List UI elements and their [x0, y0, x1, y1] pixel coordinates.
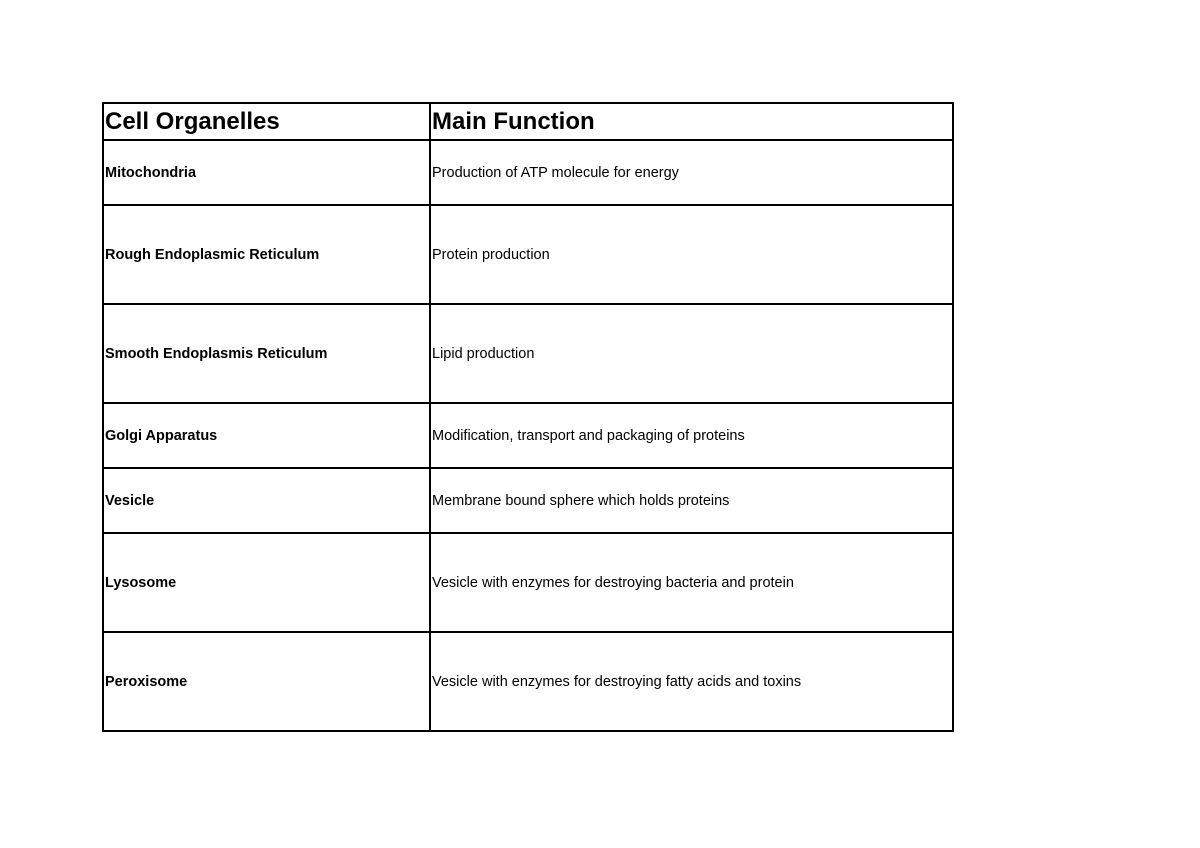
organelles-table — [102, 102, 954, 732]
function-cell: Vesicle with enzymes for destroying fatty acids and toxins — [430, 632, 953, 731]
organelle-cell: Smooth Endoplasmis Reticulum — [103, 304, 430, 403]
table-row — [103, 533, 953, 632]
function-cell: Modification, transport and packaging of proteins — [430, 403, 953, 468]
function-cell: Protein production — [430, 205, 953, 304]
function-cell: Lipid production — [430, 304, 953, 403]
table-row — [103, 403, 953, 468]
organelle-cell: Vesicle — [103, 468, 430, 533]
table-row — [103, 632, 953, 731]
table-header-row — [103, 103, 953, 140]
table-row — [103, 304, 953, 403]
organelle-cell: Mitochondria — [103, 140, 430, 205]
table-row — [103, 140, 953, 205]
table-row — [103, 468, 953, 533]
organelle-cell: Rough Endoplasmic Reticulum — [103, 205, 430, 304]
function-cell: Vesicle with enzymes for destroying bacteria and protein — [430, 533, 953, 632]
header-cell-organelles: Cell Organelles — [103, 103, 430, 140]
organelle-cell: Golgi Apparatus — [103, 403, 430, 468]
header-cell-function: Main Function — [430, 103, 953, 140]
organelle-cell: Peroxisome — [103, 632, 430, 731]
function-cell: Production of ATP molecule for energy — [430, 140, 953, 205]
function-cell: Membrane bound sphere which holds proteins — [430, 468, 953, 533]
table-row — [103, 205, 953, 304]
organelle-cell: Lysosome — [103, 533, 430, 632]
